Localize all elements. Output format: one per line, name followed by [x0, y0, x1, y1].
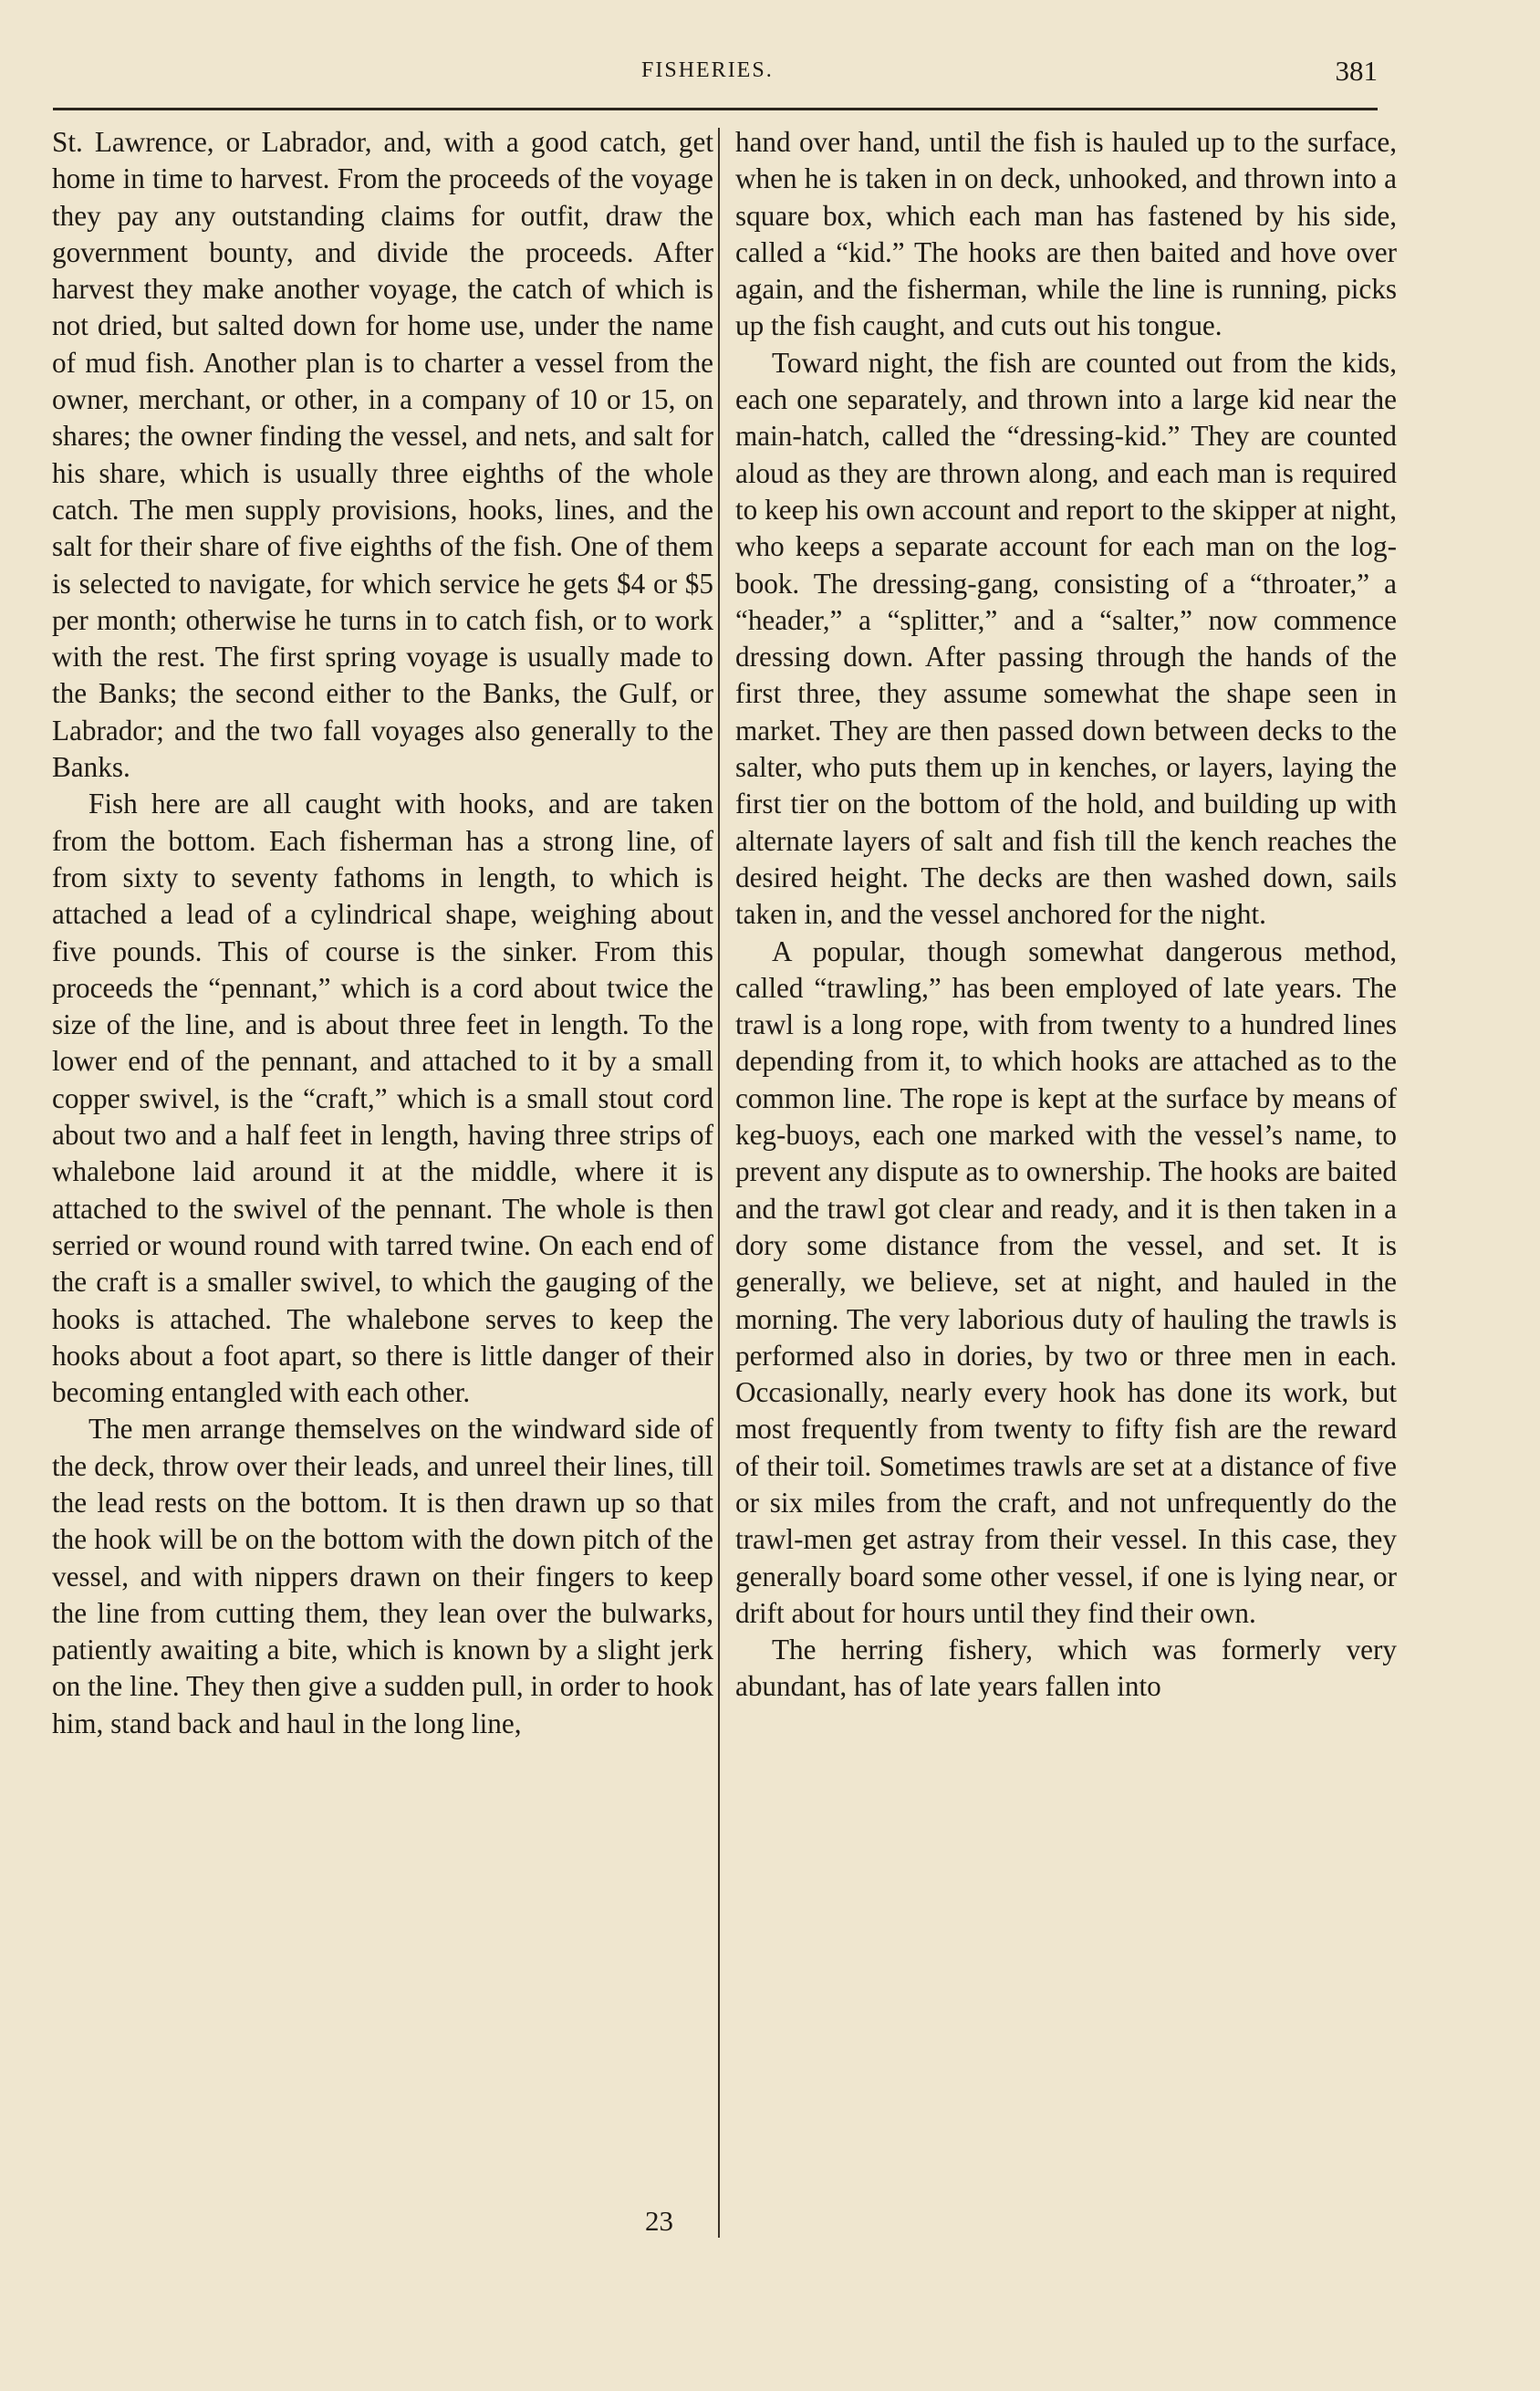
right-paragraph-1: hand over hand, until the fish is hauled up to the surface, when he is taken in on deck, unhooked, and thrown into a square box, which each man has fastened by his side, called a “kid.” The hooks are then baited and hove over again, and the fisherman, while the line is running, picks up the fish caught, and cuts out his tongue. [735, 126, 1397, 342]
header-rule [53, 108, 1378, 110]
running-head [53, 53, 1378, 89]
left-paragraph-2: Fish here are all caught with hooks, and are taken from the bottom. Each fisherman has a strong line, of from sixty to seventy fathoms in length, to which is attached a lead of a cylindrical shape, weighing about five pounds. This of course is the sinker. From this proceeds the “pennant,” which is a cord about twice the size of the line, and is about three feet in length. To the lower end of the pennant, and attached to it by a small copper swivel, is the “craft,” which is a small stout cord about two and a half feet in length, having three strips of whalebone laid around it at the middle, where it is attached to the swivel of the pennant. The whole is then serried or wound round with tarred twine. On each end of the craft is a smaller swivel, to which the gauging of the hooks is attached. The whalebone serves to keep the hooks about a foot apart, so there is little danger of their becoming entangled with each other. [52, 788, 713, 1409]
right-paragraph-2: Toward night, the fish are counted out from the kids, each one separately, and thrown into a large kid near the main-hatch, called the “dressing-kid.” They are counted aloud as they are thrown along, and each man is required to keep his own account and report to the skipper at night, who keeps a separate account for each man on the log-book. The dressing-gang, consisting of a “throater,” a “header,” a “splitter,” and a “salter,” now commence dressing down. After passing through the hands of the first three, they assume somewhat the shape seen in market. They are then passed down between decks to the salter, who puts them up in kenches, or layers, laying the first tier on the bottom of the hold, and building up with alternate layers of salt and fish till the kench reaches the desired height. The decks are then washed down, sails taken in, and the vessel anchored for the night. [735, 346, 1397, 931]
right-column [735, 124, 1397, 1706]
running-head-title: FISHERIES. [641, 58, 774, 82]
right-paragraph-3: A popular, though somewhat dangerous method, called “trawling,” has been employed of late years. The trawl is a long rope, with from twenty to a hundred lines depending from it, to which hooks are attached as to the common line. The rope is kept at the surface by means of keg-buoys, each one marked with the vessel’s name, to prevent any dispute as to ownership. The hooks are baited and the trawl got clear and ready, and it is then taken in a dory some distance from the vessel, and set. It is generally, we believe, set at night, and hauled in the morning. The very laborious duty of hauling the trawls is performed also in dories, by two or three men in each. Occasionally, nearly every hook has done its work, but most frequently from twenty to fifty fish are the reward of their toil. Sometimes trawls are set at a distance of five or six miles from the craft, and not unfrequently do the trawl-men get astray from their vessel. In this case, they generally board some other vessel, if one is lying near, or drift about for hours until they find their own. [735, 934, 1397, 1629]
right-paragraph-4: The herring fishery, which was formerly very abundant, has of late years fallen into [735, 1634, 1397, 1703]
left-paragraph-1: St. Lawrence, or Labrador, and, with a good catch, get home in time to harvest. From the proceeds of the voyage they pay any outstanding claims for outfit, draw the government bounty, and divide the proceeds. After harvest they make another voyage, the catch of which is not dried, but salted down for home use, under the name of mud fish. Another plan is to charter a vessel from the owner, merchant, or other, in a company of 10 or 15, on shares; the owner finding the vessel, and nets, and salt for his share, which is usually three eighths of the whole catch. The men supply provisions, hooks, lines, and the salt for their share of five eighths of the fish. One of them is selected to navigate, for which service he gets $4 or $5 per month; otherwise he turns in to catch fish, or to work with the rest. The first spring voyage is usually made to the Banks; the second either to the Banks, the Gulf, or Labrador; and the two fall voyages also generally to the Banks. [52, 126, 713, 784]
left-column [52, 124, 713, 1742]
page-number: 381 [1335, 55, 1378, 87]
left-paragraph-3: The men arrange themselves on the windward side of the deck, throw over their leads, and unreel their lines, till the lead rests on the bottom. It is then drawn up so that the hook will be on the bottom with the down pitch of the vessel, and with nippers drawn on their fingers to keep the line from cutting them, they lean over the bulwarks, patiently awaiting a bite, which is known by a slight jerk on the line. They then give a sudden pull, in order to hook him, stand back and haul in the long line, [52, 1413, 713, 1739]
column-divider [718, 128, 720, 2238]
signature-mark: 23 [645, 2205, 673, 2237]
